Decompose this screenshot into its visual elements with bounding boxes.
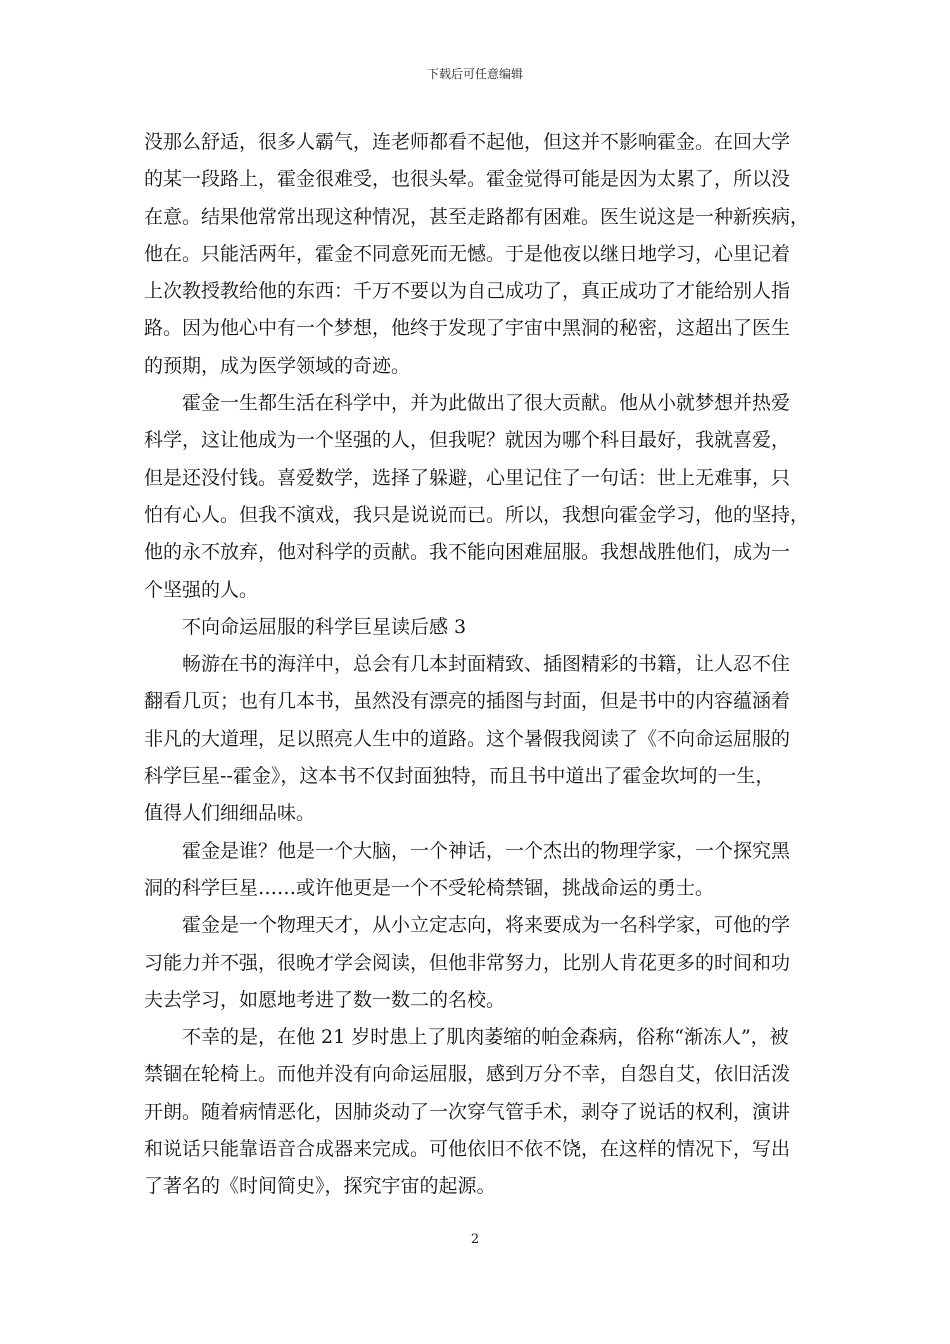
- page-header: 下载后可任意编辑: [426, 67, 523, 81]
- text-line: 了著名的《时间简史》，探究宇宙的起源。: [144, 1175, 496, 1198]
- text-line: 他的永不放弃，他对科学的贡献。我不能向困难屈服。我想战胜他们，成为一: [144, 541, 791, 564]
- text-line: 的某一段路上，霍金很难受，也很头晕。霍金觉得可能是因为太累了，所以没: [144, 168, 791, 191]
- paragraph: [144, 1019, 816, 1205]
- text-line: 霍金一生都生活在科学中，并为此做出了很大贡献。他从小就梦想并热爱: [182, 392, 791, 415]
- text-line: 开朗。随着病情恶化，因肺炎动了一次穿气管手术，剥夺了说话的权利，演讲: [144, 1100, 791, 1123]
- text-line: 值得人们细细品味。: [144, 802, 316, 825]
- page-number: 2: [470, 1232, 480, 1247]
- text-line: 路。因为他心中有一个梦想，他终于发现了宇宙中黑洞的秘密，这超出了医生: [144, 317, 791, 340]
- text-line: 他在。只能活两年，霍金不同意死而无憾。于是他夜以继日地学习，心里记着: [144, 242, 791, 265]
- text-line: 夫去学习，如愿地考进了数一数二的名校。: [144, 988, 506, 1011]
- text-line: 霍金是一个物理天才，从小立定志向，将来要成为一名科学家，可他的学: [182, 914, 791, 937]
- paragraph: [144, 385, 816, 609]
- text-line: 翻看几页；也有几本书，虽然没有漂亮的插图与封面，但是书中的内容蕴涵着: [144, 690, 791, 713]
- paragraph: [144, 833, 816, 908]
- text-line: 怕有心人。但我不演戏，我只是说说而已。所以，我想向霍金学习，他的坚持，: [144, 503, 810, 526]
- text-line: 但是还没付钱。喜爱数学，选择了躲避，心里记住了一句话：世上无难事，只: [144, 466, 791, 489]
- text-line: 的预期，成为医学领域的奇迹。: [144, 354, 411, 377]
- text-line: 科学，这让他成为一个坚强的人，但我呢？就因为哪个科目最好，我就喜爱，: [144, 429, 791, 452]
- text-line: 没那么舒适，很多人霸气，连老师都看不起他，但这并不影响霍金。在回大学: [144, 131, 791, 153]
- text-line: 洞的科学巨星……或许他更是一个不受轮椅禁锢，挑战命运的勇士。: [144, 876, 715, 899]
- text-line: 禁锢在轮椅上。而他并没有向命运屈服，感到万分不幸，自怨自艾，依旧活泼: [144, 1063, 791, 1086]
- text-line: 在意。结果他常常出现这种情况，甚至走路都有困难。医生说这是一种新疾病，: [144, 205, 810, 228]
- paragraph: [144, 124, 816, 385]
- text-line: 不向命运屈服的科学巨星读后感 3: [182, 615, 467, 638]
- paragraph: [144, 609, 816, 646]
- text-line: 畅游在书的海洋中，总会有几本封面精致、插图精彩的书籍，让人忍不住: [182, 653, 791, 676]
- paragraph: [144, 907, 816, 1019]
- text-line: 不幸的是，在他 21 岁时患上了肌肉萎缩的帕金森病，俗称“渐冻人”，被: [182, 1026, 789, 1049]
- text-line: 科学巨星--霍金》，这本书不仅封面独特，而且书中道出了霍金坎坷的一生，: [144, 765, 775, 788]
- document-body: [144, 124, 816, 1206]
- text-line: 非凡的大道理，足以照亮人生中的道路。这个暑假我阅读了《不向命运屈服的: [144, 727, 791, 750]
- text-line: 霍金是谁？他是一个大脑，一个神话，一个杰出的物理学家，一个探究黑: [182, 839, 791, 862]
- text-line: 个坚强的人。: [144, 578, 259, 601]
- paragraph: [144, 646, 816, 832]
- text-line: 上次教授教给他的东西：千万不要以为自己成功了，真正成功了才能给别人指: [144, 280, 791, 303]
- text-line: 和说话只能靠语音合成器来完成。可他依旧不依不饶，在这样的情况下，写出: [144, 1138, 791, 1161]
- text-line: 习能力并不强，很晚才学会阅读，但他非常努力，比别人肯花更多的时间和功: [144, 951, 791, 974]
